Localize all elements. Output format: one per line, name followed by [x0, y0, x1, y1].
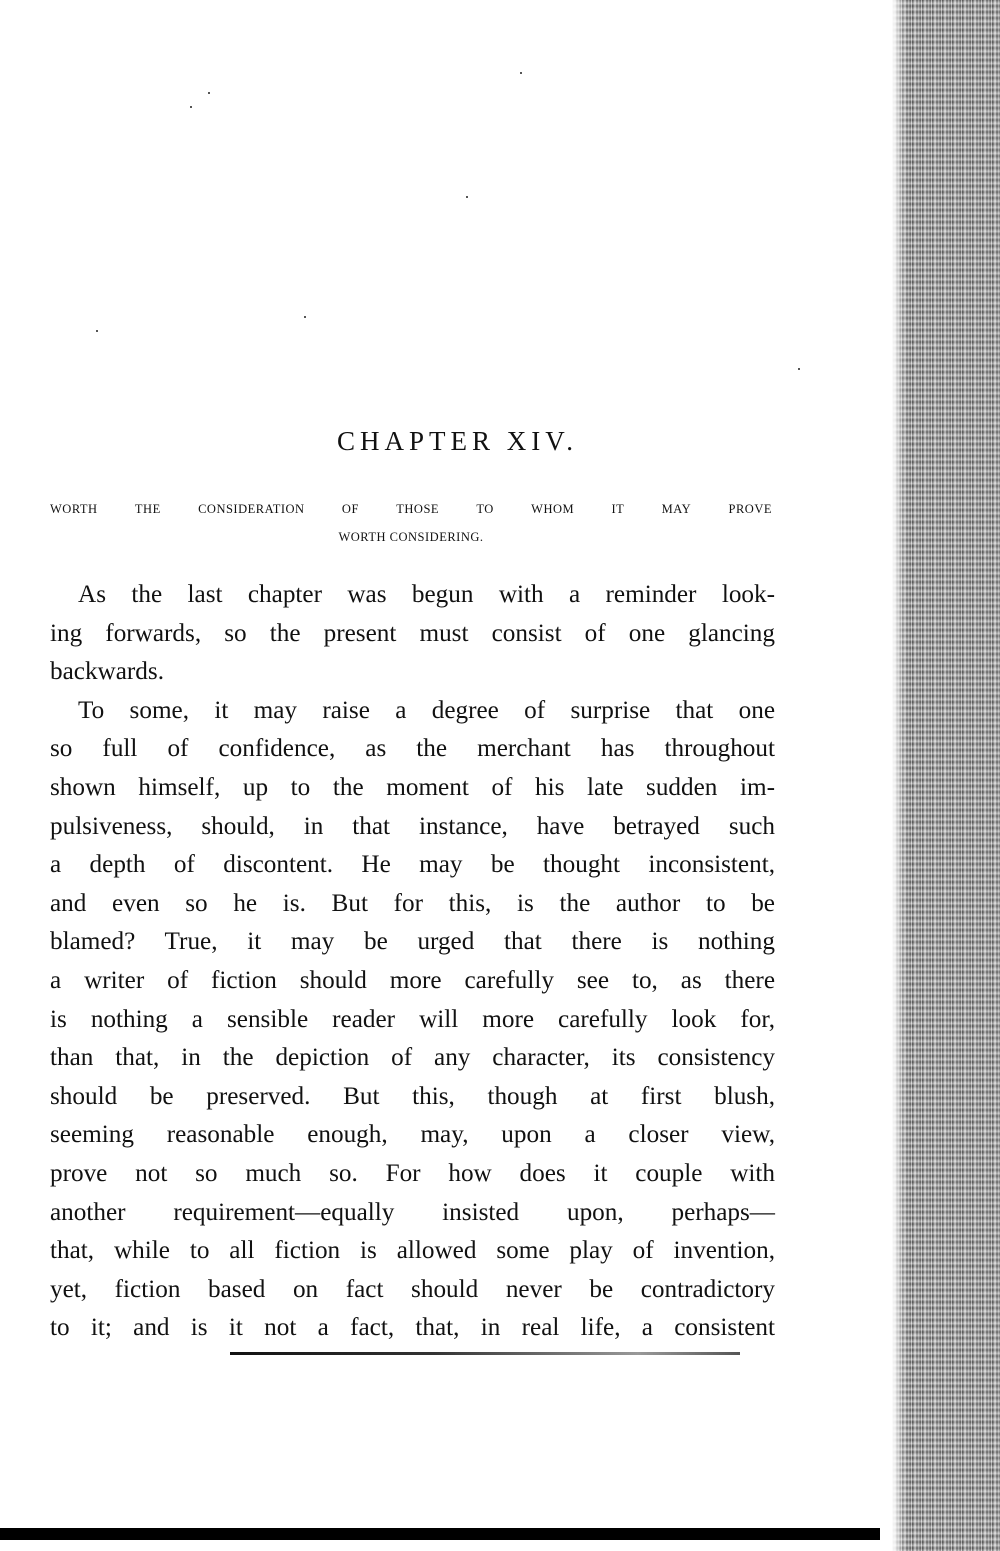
subtitle-word: OF [341, 502, 359, 516]
text-line: than that, in the depiction of any character, its consistency [50, 1044, 775, 1072]
subtitle-word: PROVE [728, 502, 772, 516]
subtitle-word: THE [134, 502, 161, 516]
ink-smudge-line [230, 1352, 740, 1355]
scan-bottom-border [0, 1528, 880, 1540]
subtitle-word: IT [611, 502, 625, 516]
book-page-edge [892, 0, 1000, 1551]
text-line: that, while to all fiction is allowed some play of invention, [50, 1237, 775, 1265]
text-line: blamed? True, it may be urged that there is nothing [50, 928, 775, 956]
chapter-subtitle [50, 497, 772, 553]
text-line: another requirement—equally insisted upon, perhaps— [50, 1198, 775, 1226]
text-line: a writer of fiction should more carefully see to, as there [50, 966, 775, 994]
subtitle-word: CONSIDERATION [198, 502, 305, 516]
text-line: prove not so much so. For how does it couple with [50, 1159, 775, 1187]
page-specks [0, 0, 890, 400]
text-line: To some, it may raise a degree of surprise that one [78, 696, 775, 724]
text-line: shown himself, up to the moment of his late sudden im- [50, 773, 775, 801]
text-line: to it; and is it not a fact, that, in real life, a consistent [50, 1314, 775, 1342]
subtitle-line-2: WORTH CONSIDERING. [338, 530, 484, 544]
chapter-body [50, 576, 775, 1348]
text-line: and even so he is. But for this, is the author to be [50, 889, 775, 917]
text-line: seeming reasonable enough, may, upon a closer view, [50, 1121, 775, 1149]
subtitle-word: TO [476, 502, 494, 516]
subtitle-word: MAY [661, 502, 692, 516]
text-line: As the last chapter was begun with a reminder look- [78, 581, 775, 608]
subtitle-line-1 [50, 497, 772, 521]
text-line: so full of confidence, as the merchant has throughout [50, 735, 775, 763]
text-line: ing forwards, so the present must consist of one glancing [50, 619, 775, 647]
text-line: backwards. [50, 658, 164, 686]
subtitle-word: WORTH [50, 502, 98, 516]
subtitle-word: WHOM [531, 502, 575, 516]
text-line: pulsiveness, should, in that instance, have betrayed such [50, 812, 775, 840]
text-line: should be preserved. But this, though at first blush, [50, 1082, 775, 1110]
chapter-title: CHAPTER XIV. [336, 426, 579, 456]
text-line: a depth of discontent. He may be thought inconsistent, [50, 851, 775, 879]
text-line: yet, fiction based on fact should never be contradictory [50, 1275, 775, 1303]
text-line: is nothing a sensible reader will more carefully look for, [50, 1005, 775, 1033]
subtitle-word: THOSE [396, 502, 440, 516]
